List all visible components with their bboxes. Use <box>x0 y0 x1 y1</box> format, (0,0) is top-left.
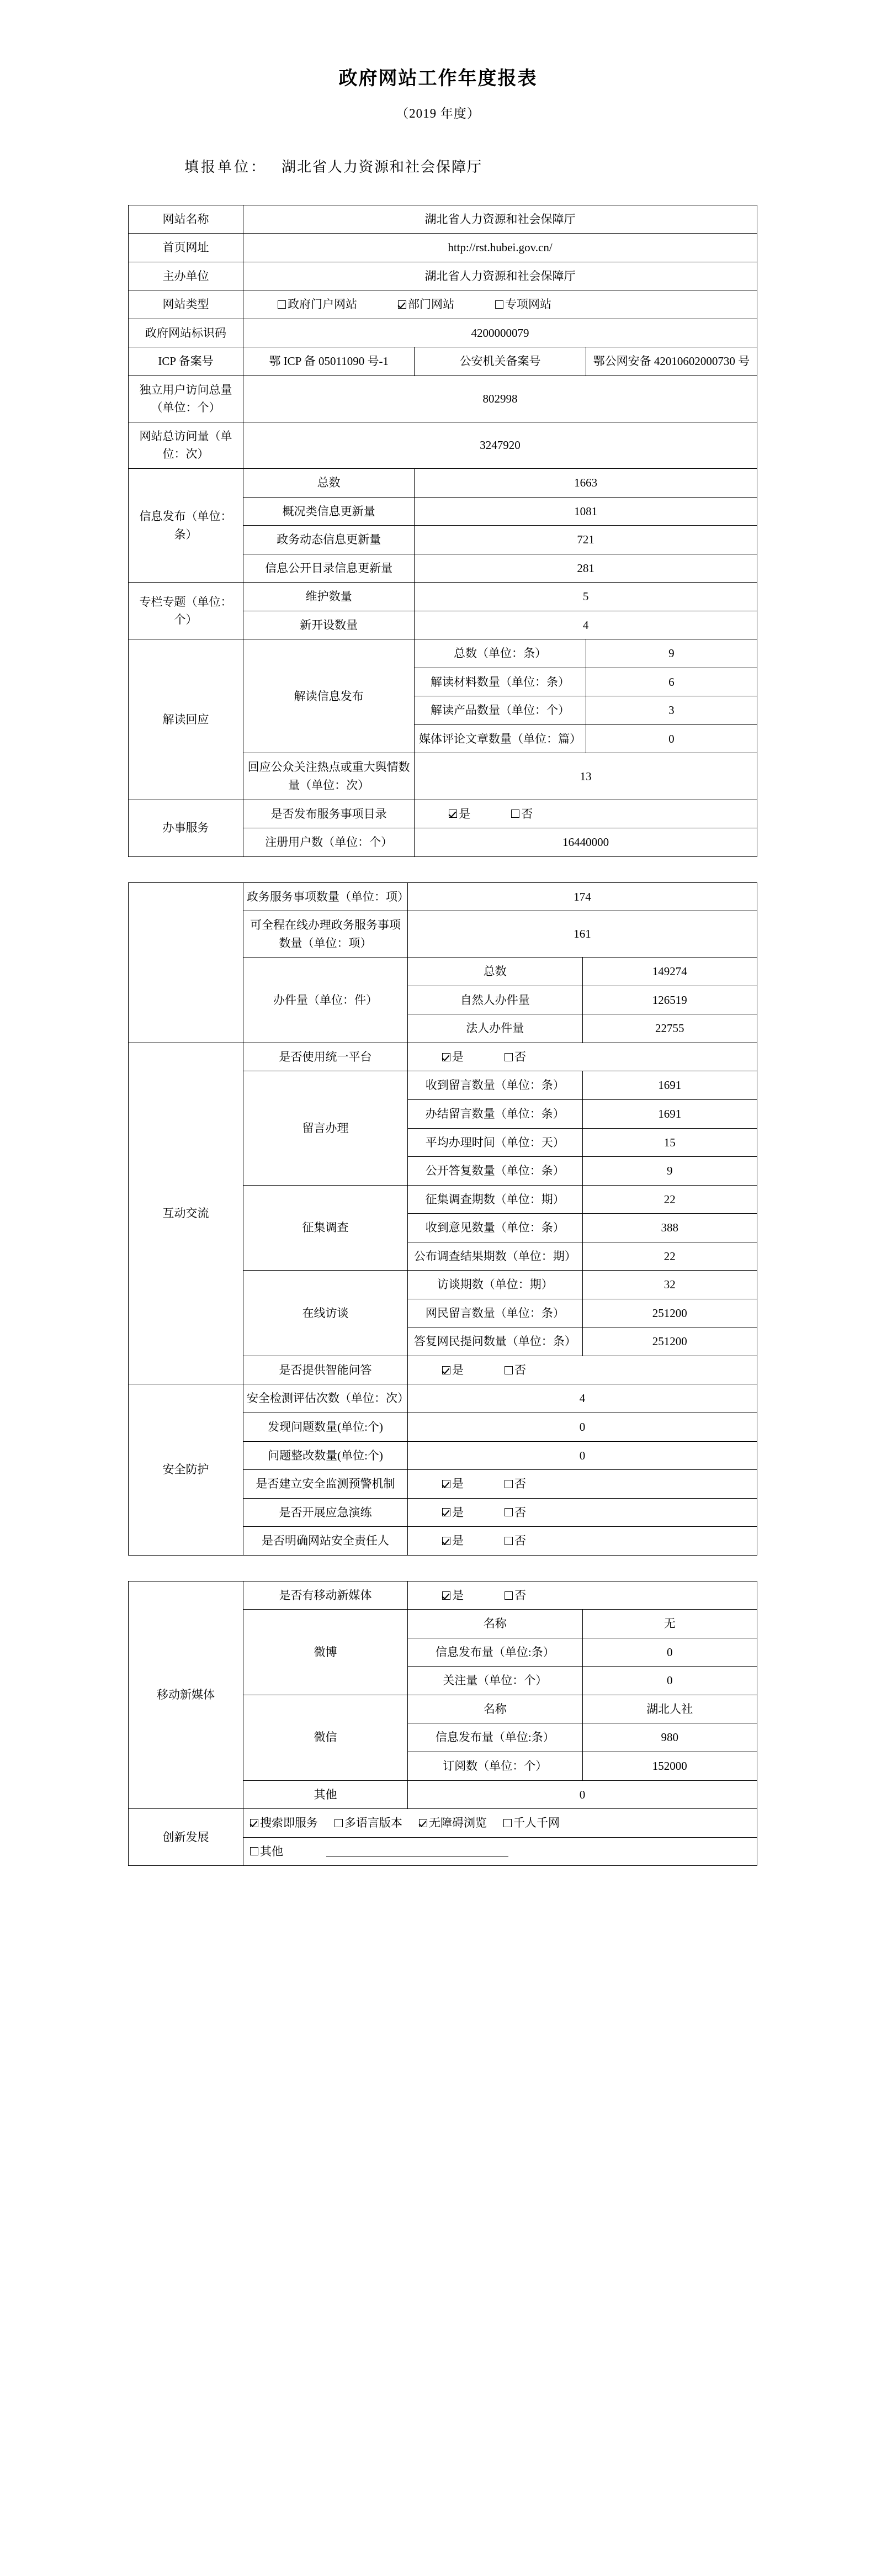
unified-platform-label: 是否使用统一平台 <box>243 1043 408 1071</box>
checkbox-checked-icon[interactable] <box>442 1366 450 1374</box>
case-volume-label: 办件量（单位：件） <box>243 958 408 1043</box>
message-row-value: 1691 <box>582 1100 757 1129</box>
survey-row-value: 22 <box>582 1185 757 1214</box>
other-media-label: 其他 <box>243 1780 408 1809</box>
no-label: 否 <box>514 1050 526 1064</box>
interview-row-value: 251200 <box>582 1327 757 1356</box>
checkbox-checked-icon[interactable] <box>398 300 406 309</box>
table-row <box>129 422 757 468</box>
info-publish-row-value: 281 <box>415 554 757 583</box>
other-media-value: 0 <box>408 1780 757 1809</box>
table-row <box>129 205 757 234</box>
yes-label: 是 <box>459 807 471 821</box>
no-label: 否 <box>514 1477 526 1491</box>
table-row <box>129 1809 757 1838</box>
total-visits-label: 网站总访问量（单位：次） <box>129 422 243 468</box>
page-title: 政府网站工作年度报表 <box>338 68 538 89</box>
table-row <box>129 290 757 319</box>
table-row <box>129 347 757 376</box>
monitor-mechanism-label: 是否建立安全监测预警机制 <box>243 1470 408 1499</box>
checkbox-icon[interactable] <box>503 1819 512 1827</box>
hotspot-response-label: 回应公众关注热点或重大舆情数量（单位：次） <box>243 753 415 800</box>
interpret-row-value: 0 <box>586 724 757 753</box>
column-topic-row-label: 新开设数量 <box>243 611 415 639</box>
innovation-option-personalized[interactable] <box>503 1814 560 1832</box>
interview-row-label: 访谈期数（单位：期） <box>408 1271 583 1299</box>
table-row <box>129 319 757 347</box>
yes-label: 是 <box>452 1363 464 1377</box>
info-publish-row-value: 721 <box>415 526 757 554</box>
yesno-group <box>411 1504 753 1522</box>
column-topic-row-value: 5 <box>415 583 757 611</box>
checkbox-icon[interactable] <box>505 1537 513 1545</box>
site-code-value: 4200000079 <box>243 319 757 347</box>
weixin-row-value: 湖北人社 <box>582 1695 757 1723</box>
security-label: 安全防护 <box>129 1384 243 1555</box>
service-catalog-label: 是否发布服务事项目录 <box>243 800 415 828</box>
survey-row-value: 388 <box>582 1214 757 1242</box>
case-volume-row-label: 总数 <box>408 958 583 986</box>
survey-label: 征集调查 <box>243 1185 408 1271</box>
option-label: 部门网站 <box>408 298 454 311</box>
yes-label: 是 <box>452 1477 464 1491</box>
weibo-row-label: 关注量（单位：个） <box>408 1667 583 1695</box>
table-row <box>129 800 757 828</box>
survey-row-label: 征集调查期数（单位：期） <box>408 1185 583 1214</box>
checkbox-checked-icon[interactable] <box>449 810 457 818</box>
message-row-value: 15 <box>582 1128 757 1157</box>
yes-option[interactable] <box>442 1048 464 1066</box>
weixin-row-label: 订阅数（单位：个） <box>408 1752 583 1781</box>
innovation-option-search-as-service[interactable] <box>250 1814 318 1832</box>
homepage-label: 首页网址 <box>129 234 243 262</box>
site-name-label: 网站名称 <box>129 205 243 234</box>
column-topic-row-value: 4 <box>415 611 757 639</box>
icp-value: 鄂 ICP 备 05011090 号-1 <box>243 347 415 376</box>
message-row-label: 收到留言数量（单位：条） <box>408 1071 583 1100</box>
info-publish-row-value: 1663 <box>415 468 757 497</box>
gov-service-items-label: 政务服务事项数量（单位：项） <box>243 882 408 911</box>
interaction-label: 互动交流 <box>129 1043 243 1384</box>
table-row <box>129 468 757 497</box>
found-issues-value: 0 <box>408 1413 757 1442</box>
gov-service-category <box>129 882 243 1043</box>
innovation-option-other[interactable] <box>250 1843 283 1861</box>
mobile-media-table <box>128 1581 757 1866</box>
police-record-label: 公安机关备案号 <box>415 347 586 376</box>
site-code-label: 政府网站标识码 <box>129 319 243 347</box>
message-row-label: 公开答复数量（单位：条） <box>408 1157 583 1186</box>
interview-row-label: 答复网民提问数量（单位：条） <box>408 1327 583 1356</box>
survey-row-label: 收到意见数量（单位：条） <box>408 1214 583 1242</box>
table-row <box>129 1581 757 1610</box>
no-option[interactable] <box>505 1475 526 1493</box>
no-label: 否 <box>514 1588 526 1602</box>
checkbox-checked-icon[interactable] <box>442 1591 450 1600</box>
no-label: 否 <box>514 1505 526 1519</box>
yesno-group <box>411 1361 753 1379</box>
interpret-row-label: 总数（单位：条） <box>415 639 586 668</box>
innovation-other-input[interactable] <box>326 1847 508 1856</box>
case-volume-row-value: 126519 <box>582 986 757 1014</box>
interview-row-value: 251200 <box>582 1299 757 1327</box>
basic-info-table <box>128 205 757 857</box>
weixin-label: 微信 <box>243 1695 408 1780</box>
unique-visitors-value: 802998 <box>243 375 757 422</box>
checkbox-icon[interactable] <box>505 1053 513 1061</box>
security-responsible-value <box>408 1527 757 1556</box>
innovation-options-cell <box>243 1809 757 1838</box>
homepage-value[interactable]: http://rst.hubei.gov.cn/ <box>243 234 757 262</box>
police-record-value: 鄂公网安备 42010602000730 号 <box>586 347 757 376</box>
case-volume-row-value: 149274 <box>582 958 757 986</box>
site-type-option-portal[interactable] <box>278 295 357 314</box>
site-name-value: 湖北省人力资源和社会保障厅 <box>243 205 757 234</box>
no-option[interactable] <box>505 1586 526 1605</box>
fixed-issues-value: 0 <box>408 1441 757 1470</box>
table-row <box>129 1384 757 1413</box>
yes-label: 是 <box>452 1534 464 1548</box>
yes-option[interactable] <box>449 805 470 823</box>
interview-row-label: 网民留言数量（单位：条） <box>408 1299 583 1327</box>
hotspot-response-value: 13 <box>415 753 757 800</box>
message-row-label: 平均办理时间（单位：天） <box>408 1128 583 1157</box>
no-option[interactable] <box>505 1048 526 1066</box>
checkbox-icon[interactable] <box>495 300 503 309</box>
interpret-row-value: 6 <box>586 668 757 696</box>
no-label: 否 <box>521 807 533 821</box>
online-interview-label: 在线访谈 <box>243 1271 408 1356</box>
innovation-option-multilanguage[interactable] <box>335 1814 402 1832</box>
emergency-drill-value <box>408 1498 757 1527</box>
no-option[interactable] <box>511 805 533 823</box>
checkbox-checked-icon[interactable] <box>442 1053 450 1061</box>
case-volume-row-label: 自然人办件量 <box>408 986 583 1014</box>
option-label: 其他 <box>260 1844 283 1858</box>
case-volume-row-label: 法人办件量 <box>408 1014 583 1043</box>
total-visits-value: 3247920 <box>243 422 757 468</box>
checkbox-checked-icon[interactable] <box>419 1819 427 1827</box>
site-type-checkbox-group <box>247 295 753 314</box>
info-publish-row-label: 总数 <box>243 468 415 497</box>
no-option[interactable] <box>505 1532 526 1550</box>
table-row <box>129 375 757 422</box>
innovation-other-group <box>247 1843 753 1861</box>
yesno-group <box>411 1475 753 1493</box>
message-row-value: 1691 <box>582 1071 757 1100</box>
option-label: 千人千网 <box>513 1816 560 1830</box>
online-service-items-label: 可全程在线办理政务服务事项数量（单位：项） <box>243 911 408 958</box>
reporter-label: 填报单位： <box>184 158 268 175</box>
host-unit-value: 湖北省人力资源和社会保障厅 <box>243 262 757 290</box>
yes-option[interactable] <box>442 1586 464 1605</box>
table-row <box>129 583 757 611</box>
yesno-group <box>418 805 753 823</box>
checkbox-icon[interactable] <box>278 300 286 309</box>
table-row <box>129 262 757 290</box>
checkbox-icon[interactable] <box>505 1480 513 1488</box>
weixin-row-value: 980 <box>582 1723 757 1752</box>
registered-users-value: 16440000 <box>415 828 757 857</box>
no-option[interactable] <box>505 1361 526 1379</box>
checkbox-icon[interactable] <box>505 1508 513 1516</box>
checkbox-icon[interactable] <box>335 1819 343 1827</box>
mobile-media-label: 移动新媒体 <box>129 1581 243 1808</box>
case-volume-row-value: 22755 <box>582 1014 757 1043</box>
table-row <box>129 1043 757 1071</box>
reporter-line <box>0 121 876 193</box>
security-check-value: 4 <box>408 1384 757 1413</box>
monitor-mechanism-value <box>408 1470 757 1499</box>
fixed-issues-label: 问题整改数量(单位:个) <box>243 1441 408 1470</box>
interview-row-value: 32 <box>582 1271 757 1299</box>
innovation-option-accessibility[interactable] <box>419 1814 487 1832</box>
unified-platform-value <box>408 1043 757 1071</box>
message-row-value: 9 <box>582 1157 757 1186</box>
yes-option[interactable] <box>442 1532 464 1550</box>
info-publish-row-value: 1081 <box>415 497 757 526</box>
yesno-group <box>411 1532 753 1550</box>
weibo-row-label: 名称 <box>408 1610 583 1638</box>
yes-label: 是 <box>452 1505 464 1519</box>
info-publish-label: 信息发布（单位：条） <box>129 468 243 582</box>
smart-qa-value <box>408 1356 757 1384</box>
option-label: 无障碍浏览 <box>429 1816 487 1830</box>
registered-users-label: 注册用户数（单位：个） <box>243 828 415 857</box>
survey-row-value: 22 <box>582 1242 757 1271</box>
weibo-row-label: 信息发布量（单位:条） <box>408 1638 583 1667</box>
no-label: 否 <box>514 1363 526 1377</box>
weixin-row-label: 信息发布量（单位:条） <box>408 1723 583 1752</box>
has-mobile-media-value <box>408 1581 757 1610</box>
yesno-group <box>411 1586 753 1605</box>
checkbox-icon[interactable] <box>250 1847 258 1855</box>
interpret-publish-label: 解读信息发布 <box>243 639 415 753</box>
yes-option[interactable] <box>442 1475 464 1493</box>
weibo-row-value: 0 <box>582 1667 757 1695</box>
online-service-items-value: 161 <box>408 911 757 958</box>
interpret-row-value: 9 <box>586 639 757 668</box>
info-publish-row-label: 政务动态信息更新量 <box>243 526 415 554</box>
yes-label: 是 <box>452 1050 464 1064</box>
weixin-row-value: 152000 <box>582 1752 757 1781</box>
column-topic-label: 专栏专题（单位：个） <box>129 583 243 639</box>
service-label: 办事服务 <box>129 800 243 856</box>
message-handling-label: 留言办理 <box>243 1071 408 1185</box>
innovation-checkbox-group <box>247 1814 753 1832</box>
column-topic-row-label: 维护数量 <box>243 583 415 611</box>
checkbox-checked-icon[interactable] <box>442 1508 450 1516</box>
page-subtitle: （2019 年度） <box>396 106 480 120</box>
icp-label: ICP 备案号 <box>129 347 243 376</box>
table-row <box>129 639 757 668</box>
no-option[interactable] <box>505 1504 526 1522</box>
weixin-row-label: 名称 <box>408 1695 583 1723</box>
site-type-label: 网站类型 <box>129 290 243 319</box>
table-row <box>129 234 757 262</box>
table-row <box>129 882 757 911</box>
no-label: 否 <box>514 1534 526 1548</box>
found-issues-label: 发现问题数量(单位:个) <box>243 1413 408 1442</box>
interpret-row-label: 解读产品数量（单位：个） <box>415 696 586 725</box>
yes-option[interactable] <box>442 1504 464 1522</box>
message-row-label: 办结留言数量（单位：条） <box>408 1100 583 1129</box>
reporter-value: 湖北省人力资源和社会保障厅 <box>282 158 483 175</box>
info-publish-row-label: 信息公开目录信息更新量 <box>243 554 415 583</box>
host-unit-label: 主办单位 <box>129 262 243 290</box>
innovation-label: 创新发展 <box>129 1809 243 1866</box>
service-catalog-value <box>415 800 757 828</box>
emergency-drill-label: 是否开展应急演练 <box>243 1498 408 1527</box>
checkbox-icon[interactable] <box>511 810 519 818</box>
innovation-other-cell <box>243 1837 757 1866</box>
gov-service-items-value: 174 <box>408 882 757 911</box>
site-type-option-department[interactable] <box>398 295 454 314</box>
survey-row-label: 公布调查结果期数（单位：期） <box>408 1242 583 1271</box>
interpret-row-label: 解读材料数量（单位：条） <box>415 668 586 696</box>
security-responsible-label: 是否明确网站安全责任人 <box>243 1527 408 1556</box>
option-label: 多语言版本 <box>344 1816 402 1830</box>
checkbox-checked-icon[interactable] <box>442 1537 450 1545</box>
checkbox-checked-icon[interactable] <box>250 1819 258 1827</box>
weibo-row-value: 0 <box>582 1638 757 1667</box>
unique-visitors-label: 独立用户访问总量（单位：个） <box>129 375 243 422</box>
option-label: 政府门户网站 <box>288 298 357 311</box>
interpret-response-label: 解读回应 <box>129 639 243 800</box>
interpret-row-value: 3 <box>586 696 757 725</box>
has-mobile-media-label: 是否有移动新媒体 <box>243 1581 408 1610</box>
site-type-value <box>243 290 757 319</box>
smart-qa-label: 是否提供智能问答 <box>243 1356 408 1384</box>
yesno-group <box>411 1048 753 1066</box>
option-label: 专项网站 <box>505 298 551 311</box>
site-type-option-special[interactable] <box>495 295 551 314</box>
checkbox-checked-icon[interactable] <box>442 1480 450 1488</box>
option-label: 搜索即服务 <box>260 1816 318 1830</box>
weibo-label: 微博 <box>243 1610 408 1695</box>
info-publish-row-label: 概况类信息更新量 <box>243 497 415 526</box>
checkbox-icon[interactable] <box>505 1366 513 1374</box>
weibo-row-value: 无 <box>582 1610 757 1638</box>
yes-label: 是 <box>452 1588 464 1602</box>
interpret-row-label: 媒体评论文章数量（单位：篇） <box>415 724 586 753</box>
yes-option[interactable] <box>442 1361 464 1379</box>
checkbox-icon[interactable] <box>505 1591 513 1600</box>
security-check-label: 安全检测评估次数（单位：次） <box>243 1384 408 1413</box>
service-interaction-table <box>128 882 757 1556</box>
